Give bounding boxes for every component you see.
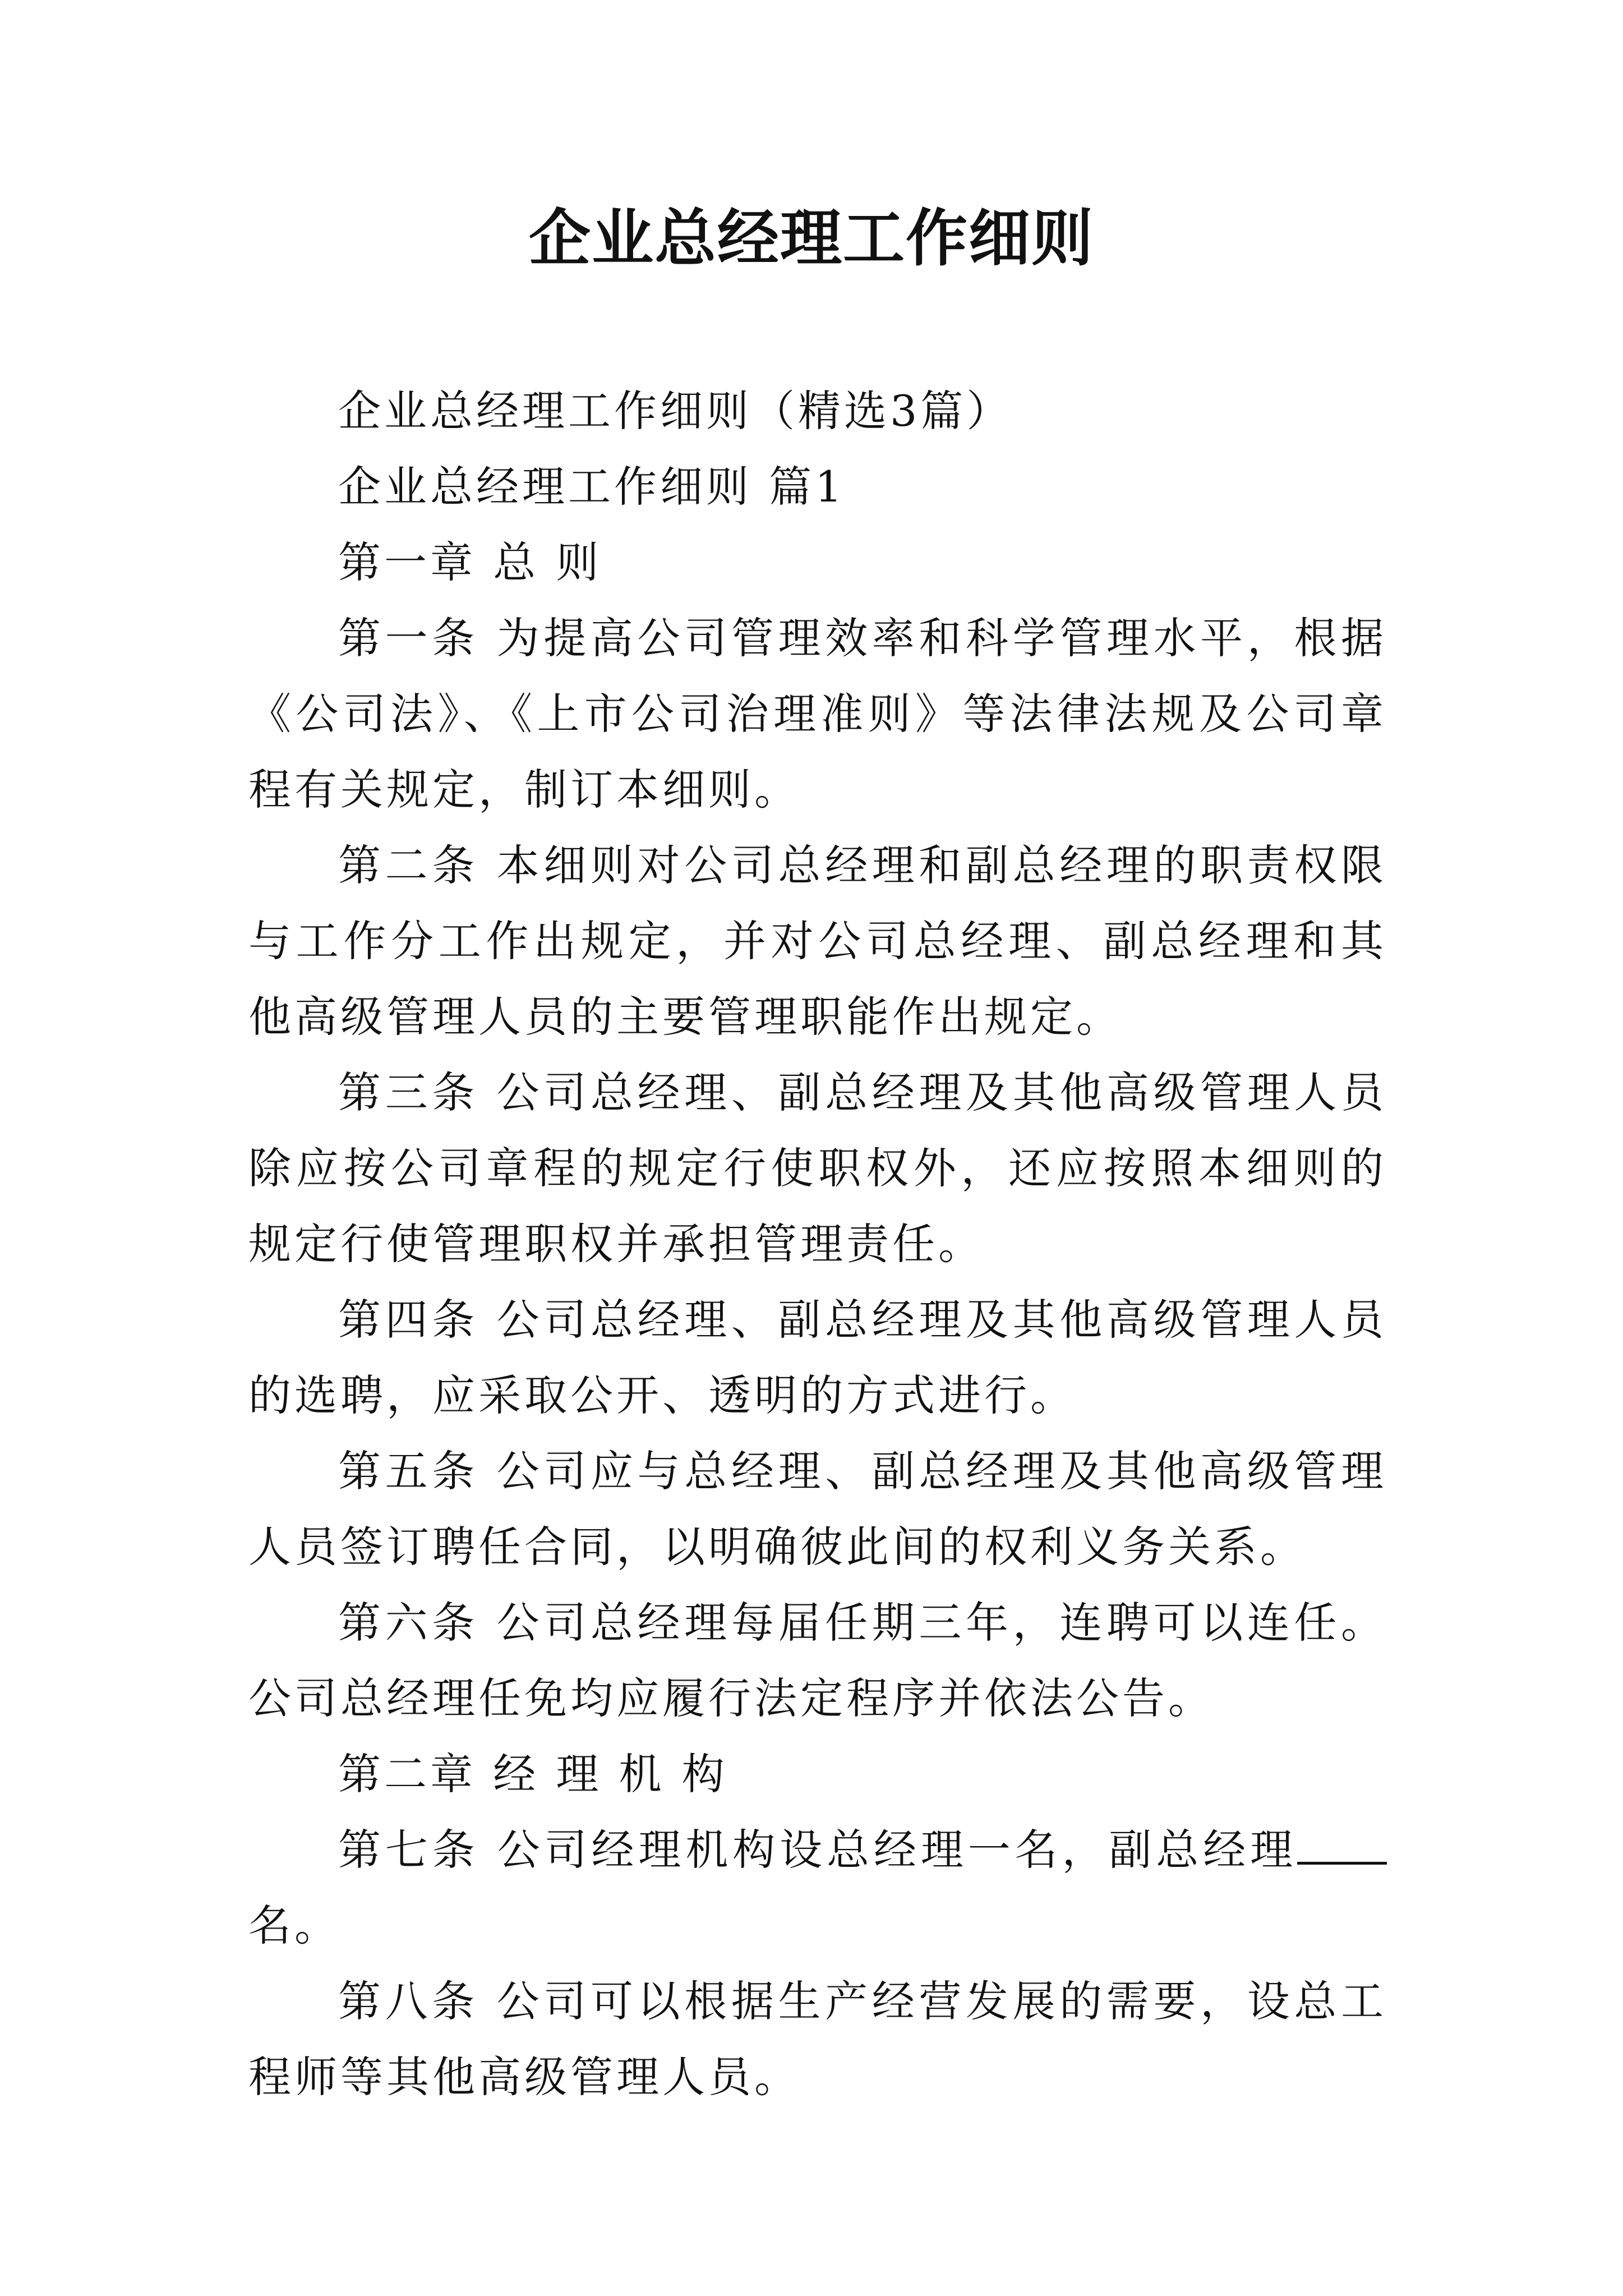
article-7-text-after: 名。 [248, 1901, 340, 1950]
paragraph-part-heading: 企业总经理工作细则 篇1 [338, 462, 846, 512]
blank-underline [1297, 1823, 1387, 1865]
article-6: 第六条 公司总经理每届任期三年，连聘可以连任。公司总经理任免均应履行法定程序并依法公告。 [248, 1598, 1387, 1723]
chapter-1-heading: 第一章 总 则 [338, 537, 602, 587]
chapter-2-heading: 第二章 经 理 机 构 [338, 1749, 728, 1799]
paragraph-subtitle: 企业总经理工作细则（精选3篇） [338, 386, 1013, 436]
article-5: 第五条 公司应与总经理、副总经理及其他高级管理人员签订聘任合同，以明确彼此间的权利义务关系。 [248, 1446, 1387, 1572]
document-body [248, 373, 1387, 2115]
article-4: 第四条 公司总经理、副总经理及其他高级管理人员的选聘，应采取公开、透明的方式进行。 [248, 1295, 1387, 1420]
article-3: 第三条 公司总经理、副总经理及其他高级管理人员除应按公司章程的规定行使职权外，还应按照本细则的规定行使管理职权并承担管理责任。 [248, 1068, 1387, 1269]
document-title: 企业总经理工作细则 [529, 202, 1094, 274]
article-2: 第二条 本细则对公司总经理和副总经理的职责权限与工作分工作出规定，并对公司总经理、副总经理和其他高级管理人员的主要管理职能作出规定。 [248, 840, 1387, 1042]
article-8: 第八条 公司可以根据生产经营发展的需要，设总工程师等其他高级管理人员。 [248, 1976, 1387, 2102]
article-7 [248, 1812, 1387, 1963]
article-1: 第一条 为提高公司管理效率和科学管理水平，根据《公司法》、《上市公司治理准则》等法律法规及公司章程有关规定，制订本细则。 [248, 613, 1387, 815]
article-7-text-before: 第七条 公司经理机构设总经理一名，副总经理 [338, 1825, 1297, 1875]
